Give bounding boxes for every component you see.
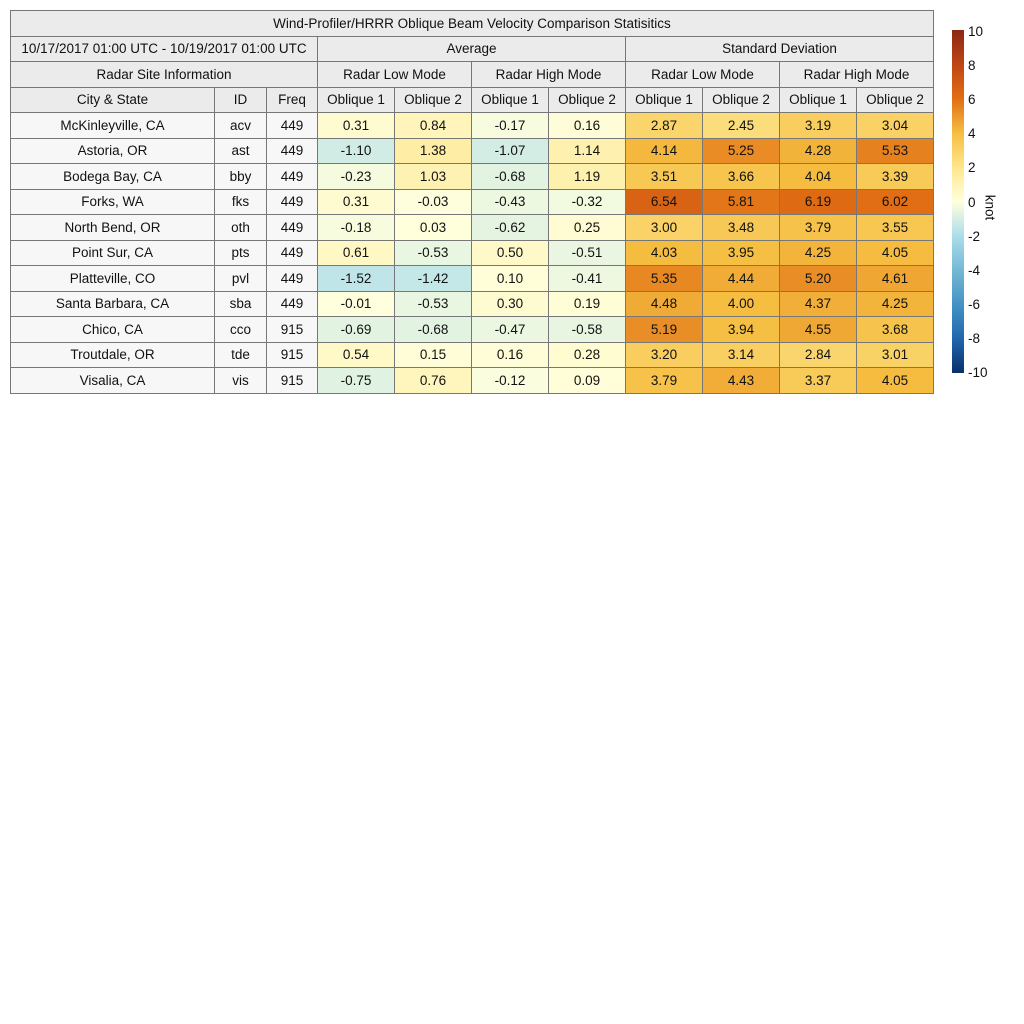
colorbar-tick-label: -8	[968, 330, 981, 346]
std-dev-value-cell: 3.20	[626, 342, 703, 368]
average-value-cell: -1.07	[472, 138, 549, 164]
site-city-cell: McKinleyville, CA	[11, 113, 215, 139]
average-value-cell: -0.53	[395, 291, 472, 317]
std-dev-value-cell: 6.54	[626, 189, 703, 215]
colorbar-tick-label: 8	[968, 58, 976, 74]
average-value-cell: -0.01	[318, 291, 395, 317]
column-header: City & State	[11, 87, 215, 113]
colorbar-tick-label: -2	[968, 228, 981, 244]
std-dev-value-cell: 4.55	[780, 317, 857, 343]
average-value-cell: -1.10	[318, 138, 395, 164]
table-row	[11, 342, 934, 368]
site-city-cell: Santa Barbara, CA	[11, 291, 215, 317]
average-value-cell: -0.68	[472, 164, 549, 190]
std-dev-value-cell: 5.81	[703, 189, 780, 215]
std-dev-value-cell: 2.45	[703, 113, 780, 139]
site-info-header: Radar Site Information	[11, 62, 318, 88]
mode-header-avg-low: Radar Low Mode	[318, 62, 472, 88]
std-dev-value-cell: 3.01	[857, 342, 934, 368]
average-value-cell: 0.25	[549, 215, 626, 241]
site-city-cell: Forks, WA	[11, 189, 215, 215]
std-dev-value-cell: 4.25	[857, 291, 934, 317]
std-dev-value-cell: 2.87	[626, 113, 703, 139]
std-dev-value-cell: 3.19	[780, 113, 857, 139]
colorbar-tick-label: 4	[968, 126, 976, 142]
site-id-cell: oth	[215, 215, 267, 241]
average-value-cell: -0.43	[472, 189, 549, 215]
site-freq-cell: 449	[267, 291, 318, 317]
std-dev-value-cell: 4.28	[780, 138, 857, 164]
site-city-cell: Troutdale, OR	[11, 342, 215, 368]
column-header: Oblique 1	[318, 87, 395, 113]
average-value-cell: 0.31	[318, 189, 395, 215]
colorbar-label: knot	[982, 194, 998, 221]
average-value-cell: -0.68	[395, 317, 472, 343]
std-dev-value-cell: 3.14	[703, 342, 780, 368]
colorbar-tick-label: -10	[968, 365, 988, 380]
average-value-cell: -1.52	[318, 266, 395, 292]
table-row	[11, 291, 934, 317]
average-value-cell: 0.03	[395, 215, 472, 241]
site-city-cell: Chico, CA	[11, 317, 215, 343]
site-id-cell: fks	[215, 189, 267, 215]
column-header: Oblique 1	[780, 87, 857, 113]
std-dev-header: Standard Deviation	[626, 36, 934, 62]
std-dev-value-cell: 3.51	[626, 164, 703, 190]
colorbar-tick-label: -6	[968, 296, 981, 312]
table-row	[11, 317, 934, 343]
column-header: Oblique 2	[857, 87, 934, 113]
average-value-cell: 0.09	[549, 368, 626, 394]
std-dev-value-cell: 3.68	[857, 317, 934, 343]
mode-header-std-high: Radar High Mode	[780, 62, 934, 88]
site-freq-cell: 915	[267, 317, 318, 343]
site-freq-cell: 915	[267, 368, 318, 394]
site-id-cell: sba	[215, 291, 267, 317]
average-value-cell: -0.17	[472, 113, 549, 139]
std-dev-value-cell: 5.53	[857, 138, 934, 164]
site-freq-cell: 449	[267, 240, 318, 266]
average-value-cell: 0.54	[318, 342, 395, 368]
std-dev-value-cell: 4.05	[857, 240, 934, 266]
std-dev-value-cell: 4.04	[780, 164, 857, 190]
std-dev-value-cell: 3.94	[703, 317, 780, 343]
site-city-cell: Bodega Bay, CA	[11, 164, 215, 190]
site-city-cell: Astoria, OR	[11, 138, 215, 164]
std-dev-value-cell: 4.61	[857, 266, 934, 292]
site-city-cell: Platteville, CO	[11, 266, 215, 292]
average-value-cell: 1.19	[549, 164, 626, 190]
site-freq-cell: 449	[267, 215, 318, 241]
std-dev-value-cell: 4.00	[703, 291, 780, 317]
average-value-cell: 0.16	[549, 113, 626, 139]
average-value-cell: 1.38	[395, 138, 472, 164]
std-dev-value-cell: 3.39	[857, 164, 934, 190]
std-dev-value-cell: 6.19	[780, 189, 857, 215]
std-dev-value-cell: 3.79	[780, 215, 857, 241]
column-header: Oblique 2	[703, 87, 780, 113]
date-range: 10/17/2017 01:00 UTC - 10/19/2017 01:00 UTC	[11, 36, 318, 62]
std-dev-value-cell: 4.25	[780, 240, 857, 266]
average-value-cell: 1.03	[395, 164, 472, 190]
std-dev-value-cell: 3.79	[626, 368, 703, 394]
column-header-row	[11, 87, 934, 113]
std-dev-value-cell: 4.43	[703, 368, 780, 394]
average-value-cell: 0.50	[472, 240, 549, 266]
site-freq-cell: 915	[267, 342, 318, 368]
site-freq-cell: 449	[267, 266, 318, 292]
std-dev-value-cell: 3.66	[703, 164, 780, 190]
average-value-cell: 0.31	[318, 113, 395, 139]
average-header: Average	[318, 36, 626, 62]
column-header: Oblique 2	[395, 87, 472, 113]
std-dev-value-cell: 6.02	[857, 189, 934, 215]
average-value-cell: -1.42	[395, 266, 472, 292]
std-dev-value-cell: 5.19	[626, 317, 703, 343]
average-value-cell: 0.76	[395, 368, 472, 394]
table-row	[11, 113, 934, 139]
site-city-cell: Point Sur, CA	[11, 240, 215, 266]
site-city-cell: North Bend, OR	[11, 215, 215, 241]
site-id-cell: pts	[215, 240, 267, 266]
average-value-cell: 0.10	[472, 266, 549, 292]
site-id-cell: cco	[215, 317, 267, 343]
std-dev-value-cell: 5.25	[703, 138, 780, 164]
average-value-cell: -0.53	[395, 240, 472, 266]
average-value-cell: 0.61	[318, 240, 395, 266]
std-dev-value-cell: 2.84	[780, 342, 857, 368]
column-header: Oblique 1	[626, 87, 703, 113]
std-dev-value-cell: 3.04	[857, 113, 934, 139]
std-dev-value-cell: 4.37	[780, 291, 857, 317]
std-dev-value-cell: 3.48	[703, 215, 780, 241]
average-value-cell: -0.41	[549, 266, 626, 292]
site-id-cell: bby	[215, 164, 267, 190]
table-row	[11, 240, 934, 266]
colorbar-tick-label: 2	[968, 160, 976, 176]
table-row	[11, 215, 934, 241]
average-value-cell: 0.28	[549, 342, 626, 368]
column-header: ID	[215, 87, 267, 113]
average-value-cell: 1.14	[549, 138, 626, 164]
std-dev-value-cell: 3.95	[703, 240, 780, 266]
site-freq-cell: 449	[267, 138, 318, 164]
mode-header-std-low: Radar Low Mode	[626, 62, 780, 88]
std-dev-value-cell: 3.00	[626, 215, 703, 241]
site-id-cell: ast	[215, 138, 267, 164]
average-value-cell: 0.16	[472, 342, 549, 368]
std-dev-value-cell: 4.14	[626, 138, 703, 164]
average-value-cell: -0.12	[472, 368, 549, 394]
average-value-cell: -0.18	[318, 215, 395, 241]
mode-header-avg-high: Radar High Mode	[472, 62, 626, 88]
colorbar-tick-label: 10	[968, 24, 984, 39]
std-dev-value-cell: 4.48	[626, 291, 703, 317]
table-title: Wind-Profiler/HRRR Oblique Beam Velocity Comparison Statisitics	[11, 11, 934, 37]
site-id-cell: pvl	[215, 266, 267, 292]
table-row	[11, 368, 934, 394]
std-dev-value-cell: 5.35	[626, 266, 703, 292]
average-value-cell: -0.03	[395, 189, 472, 215]
table-row	[11, 164, 934, 190]
average-value-cell: -0.69	[318, 317, 395, 343]
colorbar	[952, 30, 964, 373]
average-value-cell: -0.58	[549, 317, 626, 343]
table-row	[11, 189, 934, 215]
average-value-cell: 0.84	[395, 113, 472, 139]
site-city-cell: Visalia, CA	[11, 368, 215, 394]
std-dev-value-cell: 4.03	[626, 240, 703, 266]
column-header: Oblique 1	[472, 87, 549, 113]
average-value-cell: -0.75	[318, 368, 395, 394]
average-value-cell: 0.15	[395, 342, 472, 368]
average-value-cell: -0.62	[472, 215, 549, 241]
site-freq-cell: 449	[267, 189, 318, 215]
stats-table	[10, 10, 934, 394]
average-value-cell: -0.47	[472, 317, 549, 343]
site-freq-cell: 449	[267, 113, 318, 139]
average-value-cell: -0.23	[318, 164, 395, 190]
std-dev-value-cell: 3.37	[780, 368, 857, 394]
colorbar-tick-label: 6	[968, 92, 976, 108]
table-row	[11, 138, 934, 164]
average-value-cell: 0.19	[549, 291, 626, 317]
site-id-cell: tde	[215, 342, 267, 368]
average-value-cell: -0.32	[549, 189, 626, 215]
average-value-cell: -0.51	[549, 240, 626, 266]
site-id-cell: vis	[215, 368, 267, 394]
std-dev-value-cell: 5.20	[780, 266, 857, 292]
site-freq-cell: 449	[267, 164, 318, 190]
site-id-cell: acv	[215, 113, 267, 139]
colorbar-tick-label: -4	[968, 262, 981, 278]
table-row	[11, 266, 934, 292]
std-dev-value-cell: 4.44	[703, 266, 780, 292]
average-value-cell: 0.30	[472, 291, 549, 317]
column-header: Oblique 2	[549, 87, 626, 113]
column-header: Freq	[267, 87, 318, 113]
std-dev-value-cell: 3.55	[857, 215, 934, 241]
std-dev-value-cell: 4.05	[857, 368, 934, 394]
colorbar-tick-label: 0	[968, 194, 976, 210]
